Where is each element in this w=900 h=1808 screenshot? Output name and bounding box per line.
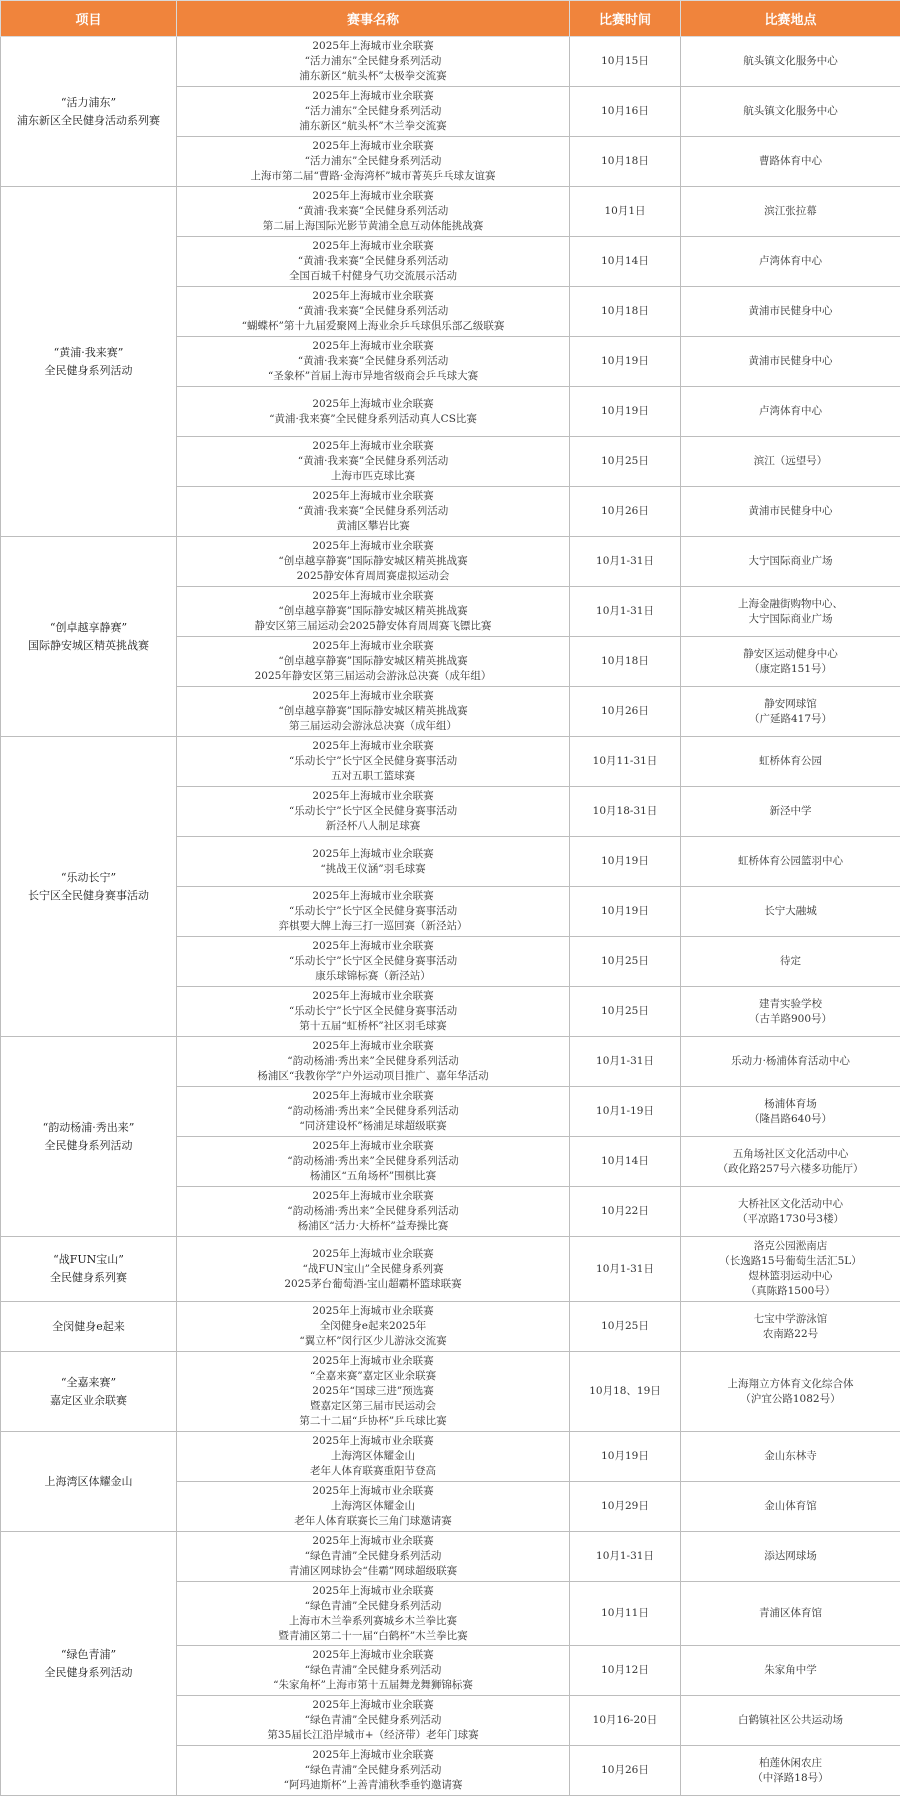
- project-line: 国际静安城区精英挑战赛: [28, 638, 149, 652]
- event-name-cell: [177, 237, 570, 287]
- event-name-line: 浦东新区“航头杯”太极拳交流赛: [299, 70, 447, 82]
- event-name-line: “绿色青浦”全民健身系列活动: [304, 1599, 442, 1612]
- event-name-line: 2025年上海城市业余联赛: [312, 690, 434, 702]
- event-venue-cell: [681, 1746, 900, 1796]
- event-date-cell: 10月1-31日: [570, 537, 681, 587]
- event-name-line: “黄浦·我来赛”全民健身系列活动: [297, 505, 449, 517]
- venue-line: 柏莲休闲农庄: [759, 1756, 822, 1769]
- event-date-cell: 10月1-31日: [570, 1237, 681, 1302]
- event-name-line: 五对五职工篮球赛: [331, 770, 415, 782]
- event-name-line: 上海湾区体耀金山: [331, 1450, 415, 1462]
- event-name-line: “黄浦·我来赛”全民健身系列活动: [297, 305, 449, 317]
- event-name-line: 2025年上海城市业余联赛: [312, 240, 434, 252]
- event-name-line: 青浦区网球协会“佳霸”网球超级联赛: [288, 1565, 458, 1577]
- event-name-cell: [177, 1237, 570, 1302]
- table-row: [1, 1352, 900, 1432]
- event-name-line: 2025年上海城市业余联赛: [312, 540, 434, 552]
- venue-line: 滨江（远望号）: [753, 455, 828, 467]
- event-venue-cell: [681, 1187, 900, 1237]
- event-date-cell: 10月16日: [570, 87, 681, 137]
- event-name-line: “翼立杯”闵行区少儿游泳交流赛: [299, 1335, 447, 1347]
- event-venue-cell: [681, 887, 900, 937]
- event-name-cell: [177, 637, 570, 687]
- event-venue-cell: [681, 437, 900, 487]
- event-name-line: 2025年上海城市业余联赛: [312, 1435, 434, 1447]
- event-venue-cell: [681, 87, 900, 137]
- table-row: [1, 1432, 900, 1482]
- event-date-cell: 10月22日: [570, 1187, 681, 1237]
- event-name-line: 2025年上海城市业余联赛: [312, 90, 434, 102]
- event-name-line: “活力浦东”全民健身系列活动: [304, 55, 442, 67]
- event-name-line: 2025年上海城市业余联赛: [312, 440, 434, 452]
- venue-line: 七宝中学游泳馆: [753, 1312, 828, 1325]
- event-name-cell: [177, 1137, 570, 1187]
- event-name-line: “乐动长宁”长宁区全民健身赛事活动: [288, 955, 458, 967]
- event-name-line: “圣象杯”首届上海市异地省级商会乒乓球大赛: [267, 370, 479, 382]
- event-name-line: 第35届长江沿岸城市+（经济带）老年门球赛: [267, 1729, 479, 1741]
- event-name-cell: [177, 887, 570, 937]
- event-name-cell: [177, 1037, 570, 1087]
- event-venue-cell: [681, 837, 900, 887]
- venue-line: 航头镇文化服务中心: [743, 55, 838, 67]
- event-name-cell: [177, 837, 570, 887]
- event-date-cell: 10月25日: [570, 987, 681, 1037]
- project-line: “全嘉来赛”: [60, 1375, 117, 1389]
- event-name-line: 全国百城千村健身气功交流展示活动: [289, 270, 457, 282]
- event-name-line: 2025年上海城市业余联赛: [312, 890, 434, 902]
- venue-line: （平凉路1730号3楼）: [737, 1212, 844, 1225]
- event-name-line: 老年人体育联赛重阳节登高: [310, 1465, 436, 1477]
- event-name-line: “蝴蝶杯”第十九届爱聚网上海业余乒乓球俱乐部乙级联赛: [241, 320, 505, 332]
- event-venue-cell: [681, 1137, 900, 1187]
- event-name-line: 杨浦区“我教你学”户外运动项目推广、嘉年华活动: [257, 1070, 489, 1082]
- event-name-line: 第十五届“虹桥杯”社区羽毛球赛: [299, 1020, 447, 1032]
- event-name-cell: [177, 1187, 570, 1237]
- event-name-line: 2025年上海城市业余联赛: [312, 340, 434, 352]
- event-name-line: 第二十二届“乒协杯”乒乓球比赛: [299, 1415, 447, 1427]
- event-name-line: 康乐球锦标赛（新泾站）: [315, 970, 431, 982]
- venue-line: 大桥社区文化活动中心: [738, 1197, 843, 1210]
- event-name-cell: [177, 1532, 570, 1582]
- event-name-line: 2025年上海城市业余联赛: [312, 990, 434, 1002]
- event-name-cell: [177, 1646, 570, 1696]
- event-name-line: 上海湾区体耀金山: [331, 1500, 415, 1512]
- event-name-line: “阿玛迪斯杯”上善青浦秋季垂钓邀请赛: [283, 1779, 463, 1791]
- venue-line: 长宁大融城: [764, 905, 817, 917]
- event-name-line: 2025年上海城市业余联赛: [312, 40, 434, 52]
- venue-line: （真陈路1500号）: [745, 1285, 836, 1297]
- event-name-cell: [177, 987, 570, 1037]
- event-name-line: 黄浦区攀岩比赛: [336, 520, 410, 532]
- event-venue-cell: [681, 1482, 900, 1532]
- event-name-cell: [177, 487, 570, 537]
- event-name-line: 2025年上海城市业余联赛: [312, 140, 434, 152]
- venue-line: 乐动力·杨浦体育活动中心: [731, 1055, 850, 1067]
- event-name-cell: [177, 1302, 570, 1352]
- event-name-line: 上海市匹克球比赛: [331, 470, 415, 482]
- event-name-line: “韵动杨浦·秀出来”全民健身系列活动: [287, 1205, 459, 1217]
- event-date-cell: 10月25日: [570, 1302, 681, 1352]
- event-name-line: 2025年上海城市业余联赛: [312, 940, 434, 952]
- event-name-cell: [177, 187, 570, 237]
- event-name-line: 全闵健身e起来2025年: [319, 1320, 427, 1332]
- project-cell: [1, 1237, 177, 1302]
- event-name-line: “创卓越享静赛”国际静安城区精英挑战赛: [278, 655, 468, 667]
- venue-line: 建青实验学校: [759, 997, 822, 1010]
- event-name-line: 杨浦区“五角场杯”围棋比赛: [309, 1170, 437, 1182]
- event-name-line: 2025年上海城市业余联赛: [312, 190, 434, 202]
- event-date-cell: 10月14日: [570, 237, 681, 287]
- event-name-cell: [177, 1432, 570, 1482]
- event-date-cell: 10月18-31日: [570, 787, 681, 837]
- event-venue-cell: [681, 487, 900, 537]
- event-name-line: 上海市木兰拳系列赛城乡木兰拳比赛: [289, 1614, 457, 1627]
- header-event-name: 赛事名称: [177, 1, 570, 37]
- event-name-line: 2025年上海城市业余联赛: [312, 1140, 434, 1152]
- event-name-line: “朱家角杯”上海市第十五届舞龙舞狮锦标赛: [273, 1679, 473, 1691]
- event-name-cell: [177, 1087, 570, 1137]
- event-name-line: “韵动杨浦·秀出来”全民健身系列活动: [287, 1105, 459, 1117]
- event-venue-cell: [681, 1532, 900, 1582]
- event-venue-cell: [681, 287, 900, 337]
- project-line: “战FUN宝山”: [53, 1253, 124, 1266]
- event-name-line: 2025年上海城市业余联赛: [312, 1649, 434, 1661]
- event-name-line: 暨嘉定区第三届市民运动会: [310, 1400, 436, 1412]
- project-line: 长宁区全民健身赛事活动: [28, 888, 149, 902]
- venue-line: 上海金融街购物中心、: [738, 597, 843, 610]
- venue-line: 大宁国际商业广场: [748, 555, 833, 567]
- event-name-line: 浦东新区“航头杯”木兰拳交流赛: [299, 120, 447, 132]
- event-name-line: “韵动杨浦·秀出来”全民健身系列活动: [287, 1055, 459, 1067]
- event-name-line: 2025年静安区第三届运动会游泳总决赛（成年组）: [254, 670, 492, 682]
- table-body: [1, 37, 900, 1796]
- event-name-line: “黄浦·我来赛”全民健身系列活动真人CS比赛: [269, 412, 477, 425]
- venue-line: 农南路22号: [762, 1327, 819, 1340]
- event-name-line: 第三届运动会游泳总决赛（成年组）: [289, 720, 457, 732]
- project-cell: [1, 1532, 177, 1796]
- event-name-line: “乐动长宁”长宁区全民健身赛事活动: [288, 755, 458, 767]
- event-name-line: 2025年上海城市业余联赛: [312, 640, 434, 652]
- event-name-cell: [177, 1696, 570, 1746]
- event-name-line: “活力浦东”全民健身系列活动: [304, 155, 442, 167]
- event-name-line: 2025年“国球三进”预选赛: [312, 1385, 434, 1397]
- event-venue-cell: [681, 737, 900, 787]
- event-date-cell: 10月26日: [570, 1746, 681, 1796]
- project-cell: [1, 537, 177, 737]
- event-name-cell: [177, 537, 570, 587]
- event-venue-cell: [681, 1037, 900, 1087]
- event-name-cell: [177, 337, 570, 387]
- event-name-cell: [177, 437, 570, 487]
- venue-line: 静安网球馆: [764, 697, 817, 710]
- venue-line: 金山东林寺: [764, 1450, 817, 1462]
- event-name-line: 老年人体育联赛长三角门球邀请赛: [294, 1515, 452, 1527]
- project-line: “绿色青浦”: [60, 1647, 117, 1661]
- event-name-line: “黄浦·我来赛”全民健身系列活动: [297, 355, 449, 367]
- event-name-line: 2025年上海城市业余联赛: [312, 1584, 434, 1597]
- venue-line: （隆昌路640号）: [748, 1112, 833, 1125]
- event-date-cell: 10月25日: [570, 437, 681, 487]
- project-line: 上海湾区体耀金山: [44, 1474, 133, 1488]
- event-venue-cell: [681, 1302, 900, 1352]
- event-date-cell: 10月1日: [570, 187, 681, 237]
- event-name-line: “乐动长宁”长宁区全民健身赛事活动: [288, 905, 458, 917]
- venue-line: 煜林篮羽运动中心: [748, 1270, 833, 1282]
- event-name-line: “绿色青浦”全民健身系列活动: [304, 1714, 442, 1726]
- event-name-line: 2025年上海城市业余联赛: [312, 790, 434, 802]
- project-line: “创卓越享静赛”: [49, 620, 128, 634]
- event-date-cell: 10月1-31日: [570, 1532, 681, 1582]
- event-name-line: 上海市第二届“曹路·金海湾杯”城市菁英乒乓球友谊赛: [250, 170, 496, 182]
- event-name-line: 新泾杯八人制足球赛: [325, 820, 421, 832]
- event-venue-cell: [681, 587, 900, 637]
- project-cell: [1, 1352, 177, 1432]
- event-name-cell: [177, 37, 570, 87]
- venue-line: 滨江张拉幕: [764, 205, 817, 217]
- event-name-line: “绿色青浦”全民健身系列活动: [304, 1664, 442, 1676]
- event-name-line: 2025年上海城市业余联赛: [312, 1090, 434, 1102]
- project-line: “黄浦·我来赛”: [53, 345, 124, 359]
- event-date-cell: 10月19日: [570, 837, 681, 887]
- event-name-cell: [177, 287, 570, 337]
- venue-line: （广延路417号）: [748, 712, 833, 725]
- event-venue-cell: [681, 37, 900, 87]
- event-date-cell: 10月19日: [570, 387, 681, 437]
- project-line: 浦东新区全民健身活动系列赛: [17, 113, 160, 127]
- event-date-cell: 10月12日: [570, 1646, 681, 1696]
- event-name-cell: [177, 1746, 570, 1796]
- venue-line: （康定路151号）: [748, 662, 833, 675]
- venue-line: 静安区运动健身中心: [743, 647, 838, 660]
- venue-line: （政化路257号六楼多功能厅）: [717, 1162, 864, 1175]
- event-name-line: “乐动长宁”长宁区全民健身赛事活动: [288, 805, 458, 817]
- event-venue-cell: [681, 387, 900, 437]
- event-name-cell: [177, 87, 570, 137]
- venue-line: 上海翔立方体育文化综合体: [727, 1377, 854, 1390]
- event-name-line: “创卓越享静赛”国际静安城区精英挑战赛: [278, 705, 468, 717]
- event-date-cell: 10月1-31日: [570, 1037, 681, 1087]
- event-name-line: 静安区第三届运动会2025静安体育周周赛飞镖比赛: [254, 620, 492, 632]
- event-name-line: “乐动长宁”长宁区全民健身赛事活动: [288, 1005, 458, 1017]
- venue-line: 五角场社区文化活动中心: [732, 1147, 849, 1160]
- event-name-line: 2025年上海城市业余联赛: [312, 1699, 434, 1711]
- venue-line: 青浦区体育馆: [759, 1607, 822, 1619]
- venue-line: 曹路体育中心: [759, 155, 822, 167]
- event-name-cell: [177, 137, 570, 187]
- venue-line: 朱家角中学: [764, 1664, 817, 1676]
- header-project: 项目: [1, 1, 177, 37]
- table-row: [1, 1037, 900, 1087]
- venue-line: 杨浦体育场: [764, 1097, 817, 1110]
- event-venue-cell: [681, 1696, 900, 1746]
- header-date: 比赛时间: [570, 1, 681, 37]
- project-cell: [1, 187, 177, 537]
- project-line: 全闵健身e起来: [52, 1319, 125, 1333]
- event-venue-cell: [681, 187, 900, 237]
- event-name-line: 2025年上海城市业余联赛: [312, 290, 434, 302]
- event-venue-cell: [681, 687, 900, 737]
- venue-line: 待定: [780, 955, 801, 967]
- event-name-cell: [177, 737, 570, 787]
- venue-line: 卢湾体育中心: [759, 405, 822, 417]
- table-row: [1, 37, 900, 87]
- event-venue-cell: [681, 537, 900, 587]
- venue-line: 洛克公园淞南店: [753, 1240, 828, 1252]
- event-name-line: 2025年上海城市业余联赛: [312, 1535, 434, 1547]
- event-name-line: “绿色青浦”全民健身系列活动: [304, 1764, 442, 1776]
- event-venue-cell: [681, 337, 900, 387]
- project-line: 全民健身系列活动: [44, 363, 133, 377]
- event-name-cell: [177, 1582, 570, 1646]
- event-name-line: 杨浦区“活力·大桥杯”益寿操比赛: [297, 1220, 449, 1232]
- event-name-line: 2025年上海城市业余联赛: [312, 1485, 434, 1497]
- event-name-line: “挑战王仪涵”羽毛球赛: [320, 862, 426, 875]
- event-name-cell: [177, 587, 570, 637]
- venue-line: 大宁国际商业广场: [748, 612, 833, 625]
- event-name-line: “黄浦·我来赛”全民健身系列活动: [297, 255, 449, 267]
- project-line: “韵动杨浦·秀出来”: [42, 1120, 135, 1134]
- event-name-cell: [177, 387, 570, 437]
- event-name-line: “同济建设杯”杨浦足球超级联赛: [299, 1120, 447, 1132]
- event-name-line: “黄浦·我来赛”全民健身系列活动: [297, 455, 449, 467]
- event-name-line: 2025年上海城市业余联赛: [312, 1040, 434, 1052]
- event-name-line: “黄浦·我来赛”全民健身系列活动: [297, 205, 449, 217]
- event-date-cell: 10月29日: [570, 1482, 681, 1532]
- project-line: 嘉定区业余联赛: [50, 1393, 127, 1407]
- event-date-cell: 10月11-31日: [570, 737, 681, 787]
- event-venue-cell: [681, 137, 900, 187]
- event-name-line: 2025年上海城市业余联赛: [312, 847, 434, 860]
- event-venue-cell: [681, 937, 900, 987]
- project-line: 全民健身系列活动: [44, 1138, 133, 1152]
- event-date-cell: 10月18、19日: [570, 1352, 681, 1432]
- event-date-cell: 10月15日: [570, 37, 681, 87]
- event-name-line: 2025茅台葡萄酒-宝山超霸杯篮球联赛: [284, 1277, 462, 1290]
- event-name-line: 2025年上海城市业余联赛: [312, 1749, 434, 1761]
- event-name-cell: [177, 937, 570, 987]
- table-row: [1, 1302, 900, 1352]
- event-date-cell: 10月1-31日: [570, 587, 681, 637]
- event-name-line: 2025年上海城市业余联赛: [312, 740, 434, 752]
- table-header-row: [1, 1, 900, 37]
- event-name-line: 2025年上海城市业余联赛: [312, 397, 434, 410]
- event-venue-cell: [681, 637, 900, 687]
- event-date-cell: 10月19日: [570, 337, 681, 387]
- event-name-line: 2025年上海城市业余联赛: [312, 1305, 434, 1317]
- table-row: [1, 1237, 900, 1302]
- venue-line: 黄浦市民健身中心: [748, 305, 833, 317]
- project-cell: [1, 1432, 177, 1532]
- event-name-line: 2025静安体育周周赛虚拟运动会: [296, 570, 450, 582]
- event-name-line: 弈棋要大牌上海三打一巡回赛（新泾站）: [278, 920, 468, 932]
- event-name-line: “韵动杨浦·秀出来”全民健身系列活动: [287, 1155, 459, 1167]
- project-line: 全民健身系列活动: [44, 1665, 133, 1679]
- project-cell: [1, 37, 177, 187]
- event-name-line: 暨青浦区第二十一届“白鹤杯”木兰拳比赛: [278, 1629, 468, 1642]
- project-line: “乐动长宁”: [60, 870, 117, 884]
- event-name-line: “战FUN宝山”全民健身系列赛: [302, 1262, 444, 1275]
- event-name-cell: [177, 1482, 570, 1532]
- event-date-cell: 10月18日: [570, 637, 681, 687]
- venue-line: 白鹤镇社区公共运动场: [738, 1714, 843, 1726]
- event-date-cell: 10月11日: [570, 1582, 681, 1646]
- table-row: [1, 187, 900, 237]
- venue-line: （长逸路15号葡萄生活汇5L）: [719, 1255, 862, 1267]
- venue-line: 新泾中学: [769, 805, 812, 817]
- venue-line: 虹桥体育公园: [759, 755, 822, 767]
- event-date-cell: 10月1-19日: [570, 1087, 681, 1137]
- event-name-cell: [177, 1352, 570, 1432]
- event-date-cell: 10月26日: [570, 687, 681, 737]
- event-name-line: “创卓越享静赛”国际静安城区精英挑战赛: [278, 605, 468, 617]
- event-name-cell: [177, 687, 570, 737]
- venue-line: 金山体育馆: [764, 1500, 817, 1512]
- project-line: 全民健身系列赛: [50, 1271, 127, 1284]
- event-venue-cell: [681, 787, 900, 837]
- event-venue-cell: [681, 1432, 900, 1482]
- event-name-line: 第二届上海国际光影节黄浦全息互动体能挑战赛: [262, 220, 484, 232]
- event-name-line: “全嘉来赛”嘉定区业余联赛: [309, 1370, 437, 1382]
- event-date-cell: 10月19日: [570, 887, 681, 937]
- event-date-cell: 10月25日: [570, 937, 681, 987]
- venue-line: 虹桥体育公园篮羽中心: [738, 855, 843, 867]
- venue-line: 添达网球场: [764, 1550, 817, 1562]
- venue-line: （古羊路900号）: [748, 1012, 833, 1025]
- event-date-cell: 10月14日: [570, 1137, 681, 1187]
- event-venue-cell: [681, 1087, 900, 1137]
- event-venue-cell: [681, 237, 900, 287]
- event-venue-cell: [681, 987, 900, 1037]
- event-name-line: 2025年上海城市业余联赛: [312, 490, 434, 502]
- event-name-line: “创卓越享静赛”国际静安城区精英挑战赛: [278, 555, 468, 567]
- project-line: “活力浦东”: [60, 95, 117, 109]
- event-name-line: “绿色青浦”全民健身系列活动: [304, 1550, 442, 1562]
- table-row: [1, 537, 900, 587]
- event-name-line: “活力浦东”全民健身系列活动: [304, 105, 442, 117]
- table-row: [1, 737, 900, 787]
- event-date-cell: 10月26日: [570, 487, 681, 537]
- venue-line: （中泽路18号）: [752, 1771, 829, 1784]
- event-venue-cell: [681, 1646, 900, 1696]
- event-name-line: 2025年上海城市业余联赛: [312, 590, 434, 602]
- event-name-line: 2025年上海城市业余联赛: [312, 1247, 434, 1260]
- event-date-cell: 10月18日: [570, 137, 681, 187]
- event-name-cell: [177, 787, 570, 837]
- event-name-line: 2025年上海城市业余联赛: [312, 1355, 434, 1367]
- event-venue-cell: [681, 1237, 900, 1302]
- project-cell: [1, 1037, 177, 1237]
- event-venue-cell: [681, 1352, 900, 1432]
- venue-line: 黄浦市民健身中心: [748, 355, 833, 367]
- event-venue-cell: [681, 1582, 900, 1646]
- venue-line: （沪宜公路1082号）: [740, 1392, 841, 1405]
- venue-line: 卢湾体育中心: [759, 255, 822, 267]
- project-cell: [1, 1302, 177, 1352]
- venue-line: 黄浦市民健身中心: [748, 505, 833, 517]
- header-venue: 比赛地点: [681, 1, 900, 37]
- event-name-line: 2025年上海城市业余联赛: [312, 1190, 434, 1202]
- event-date-cell: 10月19日: [570, 1432, 681, 1482]
- event-date-cell: 10月16-20日: [570, 1696, 681, 1746]
- project-cell: [1, 737, 177, 1037]
- venue-line: 航头镇文化服务中心: [743, 105, 838, 117]
- table-row: [1, 1532, 900, 1582]
- event-date-cell: 10月18日: [570, 287, 681, 337]
